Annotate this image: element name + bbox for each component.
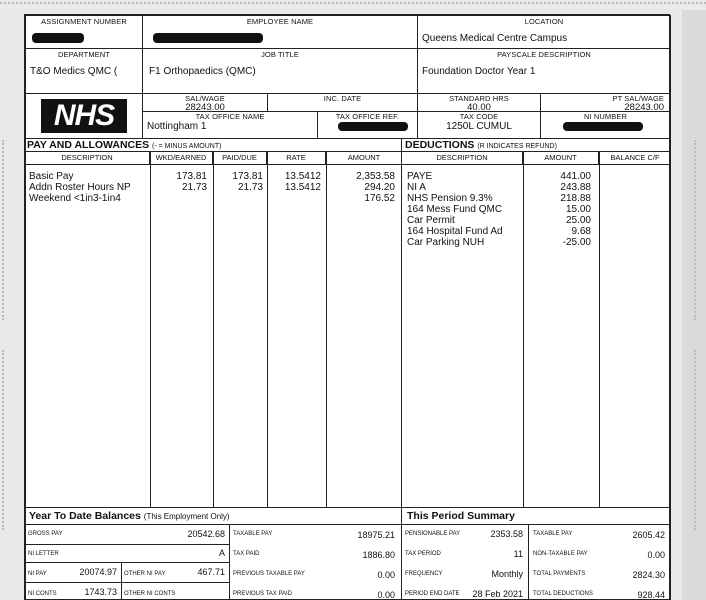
deduction-desc: Car Permit — [407, 215, 455, 226]
pay-row-wkd: 173.81 — [176, 171, 207, 182]
ytd-other-ni-pay: 467.71 — [197, 567, 225, 577]
ni-number-label: NI NUMBER — [584, 112, 627, 121]
pt-sal-wage-value: 28243.00 — [624, 102, 664, 113]
ytd-ni-pay: 20074.97 — [79, 567, 117, 577]
pay-col-line-1 — [150, 152, 151, 508]
job-title-value: F1 Orthopaedics (QMC) — [149, 66, 256, 77]
ytd-title: Year To Date Balances — [29, 510, 141, 522]
pt-sal-wage-cell — [540, 93, 671, 112]
deduction-amount: -25.00 — [562, 237, 591, 248]
ytd-ni-letter: A — [218, 548, 225, 558]
redacted-ni-number — [563, 122, 643, 131]
sal-wage-value: 28243.00 — [185, 102, 225, 113]
pay-col-paid: PAID/DUE — [213, 152, 267, 164]
period-taxable-label: TAXABLE PAY — [533, 531, 573, 537]
tax-office-name-label: TAX OFFICE NAME — [195, 112, 265, 121]
ytd-other-ni-conts-label: OTHER NI CONTS — [124, 591, 176, 597]
perforation-left-lower — [2, 350, 10, 530]
pay-row-amount: 176.52 — [364, 193, 395, 204]
ytd-row-divider-2 — [25, 562, 229, 563]
tax-code-label: TAX CODE — [459, 112, 499, 121]
period-total-deductions-label: TOTAL DEDUCTIONS — [533, 591, 593, 597]
period-title: This Period Summary — [407, 510, 515, 522]
ytd-subtitle: (This Employment Only) — [143, 512, 230, 521]
period-tax-period-label: TAX PERIOD — [405, 551, 441, 557]
period-total-deductions: 928.44 — [637, 590, 665, 600]
sal-wage-cell — [142, 93, 268, 112]
department-label: DEPARTMENT — [58, 50, 110, 59]
ytd-section-title — [29, 510, 230, 522]
department-cell — [25, 48, 143, 94]
ytd-ni-conts: 1743.73 — [84, 587, 117, 597]
pay-col-line-3 — [267, 152, 268, 508]
period-end-label: PERIOD END DATE — [405, 591, 460, 597]
pay-col-amount: AMOUNT — [347, 153, 381, 162]
assignment-number-label: ASSIGNMENT NUMBER — [41, 17, 127, 26]
deduction-desc: 164 Mess Fund QMC — [407, 204, 503, 215]
standard-hrs-label: STANDARD HRS — [449, 94, 509, 103]
pay-col-line-2 — [213, 152, 214, 508]
pay-row-amount: 294.20 — [364, 182, 395, 193]
period-total-payments: 2824.30 — [632, 570, 665, 580]
period-pensionable: 2353.58 — [490, 529, 523, 539]
ytd-tax-paid-label: TAX PAID — [233, 551, 260, 557]
nhs-logo: NHS — [41, 99, 127, 133]
perforation-left — [2, 140, 10, 320]
payscale-value: Foundation Doctor Year 1 — [422, 66, 536, 77]
pay-col-line-4 — [326, 152, 327, 508]
pay-section-title — [27, 139, 221, 151]
pay-row-wkd: 21.73 — [181, 182, 207, 193]
assignment-number-cell — [25, 15, 143, 49]
ytd-other-ni-pay-label: OTHER NI PAY — [124, 571, 166, 577]
ytd-gross-pay-label: GROSS PAY — [28, 531, 63, 537]
deduction-amount: 441.00 — [560, 171, 591, 182]
deduction-desc: NI A — [407, 182, 426, 193]
deduction-amount: 218.88 — [560, 193, 591, 204]
pay-row-amount: 2,353.58 — [356, 171, 395, 182]
pt-sal-wage-label: PT SAL/WAGE — [612, 94, 664, 103]
deduction-desc: NHS Pension 9.3% — [407, 193, 493, 204]
location-cell — [417, 15, 671, 49]
ytd-ni-conts-label: NI CONTS — [28, 591, 57, 597]
ytd-ni-col-divider — [121, 562, 122, 600]
deductions-head-divider — [401, 164, 671, 165]
ytd-tax-paid: 1886.80 — [362, 550, 395, 560]
redacted-tax-office-ref — [338, 122, 408, 131]
pay-row-paid: 173.81 — [232, 171, 263, 182]
perforation-top — [0, 2, 706, 8]
tax-office-name-cell — [142, 111, 318, 139]
ytd-col-divider — [229, 524, 230, 600]
payscale-label: PAYSCALE DESCRIPTION — [497, 50, 591, 59]
deductions-subtitle: (R INDICATES REFUND) — [477, 143, 557, 150]
pay-subtitle: (- = MINUS AMOUNT) — [152, 143, 222, 150]
tax-office-ref-cell — [317, 111, 418, 139]
period-pensionable-label: PENSIONABLE PAY — [405, 531, 461, 537]
tax-office-ref-label: TAX OFFICE REF. — [335, 112, 400, 121]
pay-col-rate: RATE — [267, 152, 326, 164]
ded-col-description: DESCRIPTION — [402, 152, 523, 164]
pay-row-desc: Weekend <1in3-1in4 — [29, 193, 121, 204]
ytd-prev-tax-label: PREVIOUS TAX PAID — [233, 591, 293, 597]
location-value: Queens Medical Centre Campus — [422, 33, 568, 44]
employee-name-cell — [142, 15, 418, 49]
deduction-desc: 164 Hospital Fund Ad — [407, 226, 503, 237]
sal-wage-label: SAL/WAGE — [185, 94, 225, 103]
period-non-taxable-label: NON-TAXABLE PAY — [533, 551, 588, 557]
period-frequency: Monthly — [491, 569, 523, 579]
redacted-employee-name — [153, 33, 263, 43]
period-col-divider — [528, 524, 529, 600]
tax-code-cell — [417, 111, 541, 139]
standard-hrs-cell — [417, 93, 541, 112]
pay-row-paid: 21.73 — [237, 182, 263, 193]
location-label: LOCATION — [524, 17, 564, 26]
ytd-taxable-pay: 18975.21 — [357, 530, 395, 540]
pay-row-rate: 13.5412 — [284, 182, 321, 193]
pay-title: PAY AND ALLOWANCES — [27, 139, 150, 151]
pay-row-desc: Addn Roster Hours NP — [29, 182, 131, 193]
ded-col-line-2 — [599, 152, 600, 508]
inc-date-cell — [267, 93, 418, 112]
deduction-amount: 243.88 — [560, 182, 591, 193]
period-total-payments-label: TOTAL PAYMENTS — [533, 571, 586, 577]
employee-name-label: EMPLOYEE NAME — [246, 17, 314, 26]
deduction-amount: 9.68 — [571, 226, 591, 237]
standard-hrs-value: 40.00 — [467, 102, 491, 113]
payscale-cell — [417, 48, 671, 94]
deductions-title: DEDUCTIONS — [405, 139, 475, 151]
job-title-cell — [142, 48, 418, 94]
tax-code-value: 1250L CUMUL — [446, 121, 512, 132]
ytd-title-divider — [25, 524, 402, 525]
perforation-right — [694, 140, 702, 320]
deduction-amount: 15.00 — [565, 204, 591, 215]
pay-row-rate: 13.5412 — [284, 171, 321, 182]
redacted-assignment-number — [32, 33, 84, 43]
period-frequency-label: FREQUENCY — [405, 571, 443, 577]
deductions-section-title — [405, 139, 557, 151]
department-value: T&O Medics QMC ( — [30, 66, 118, 77]
ded-col-amount: AMOUNT — [523, 152, 599, 164]
ytd-prev-taxable-label: PREVIOUS TAXABLE PAY — [233, 571, 305, 577]
period-end-date: 28 Feb 2021 — [472, 589, 523, 599]
inc-date-label: INC. DATE — [323, 94, 362, 103]
period-tax-period: 11 — [513, 549, 523, 559]
ytd-row-divider-3 — [25, 582, 229, 583]
ni-number-cell — [540, 111, 671, 139]
ytd-ni-letter-label: NI LETTER — [28, 551, 59, 557]
deduction-amount: 25.00 — [565, 215, 591, 226]
period-non-taxable: 0.00 — [647, 550, 665, 560]
ded-col-balance: BALANCE C/F — [610, 153, 660, 162]
perforation-right-lower — [694, 350, 702, 530]
job-title-label: JOB TITLE — [261, 50, 299, 59]
deduction-desc: PAYE — [407, 171, 433, 182]
payslip — [24, 14, 670, 600]
tax-office-name-value: Nottingham 1 — [147, 121, 207, 132]
ytd-row-divider-1 — [25, 544, 229, 545]
pay-col-description: DESCRIPTION — [25, 152, 150, 164]
period-title-divider — [401, 524, 671, 525]
ytd-taxable-pay-label: TAXABLE PAY — [233, 531, 273, 537]
ytd-prev-taxable: 0.00 — [377, 570, 395, 580]
pay-col-wkd: WKD/EARNED — [150, 152, 213, 164]
ytd-gross-pay: 20542.68 — [187, 529, 225, 539]
period-taxable: 2605.42 — [632, 530, 665, 540]
pay-row-desc: Basic Pay — [29, 171, 74, 182]
ytd-prev-tax: 0.00 — [377, 590, 395, 600]
ytd-ni-pay-label: NI PAY — [28, 571, 47, 577]
deduction-desc: Car Parking NUH — [407, 237, 485, 248]
